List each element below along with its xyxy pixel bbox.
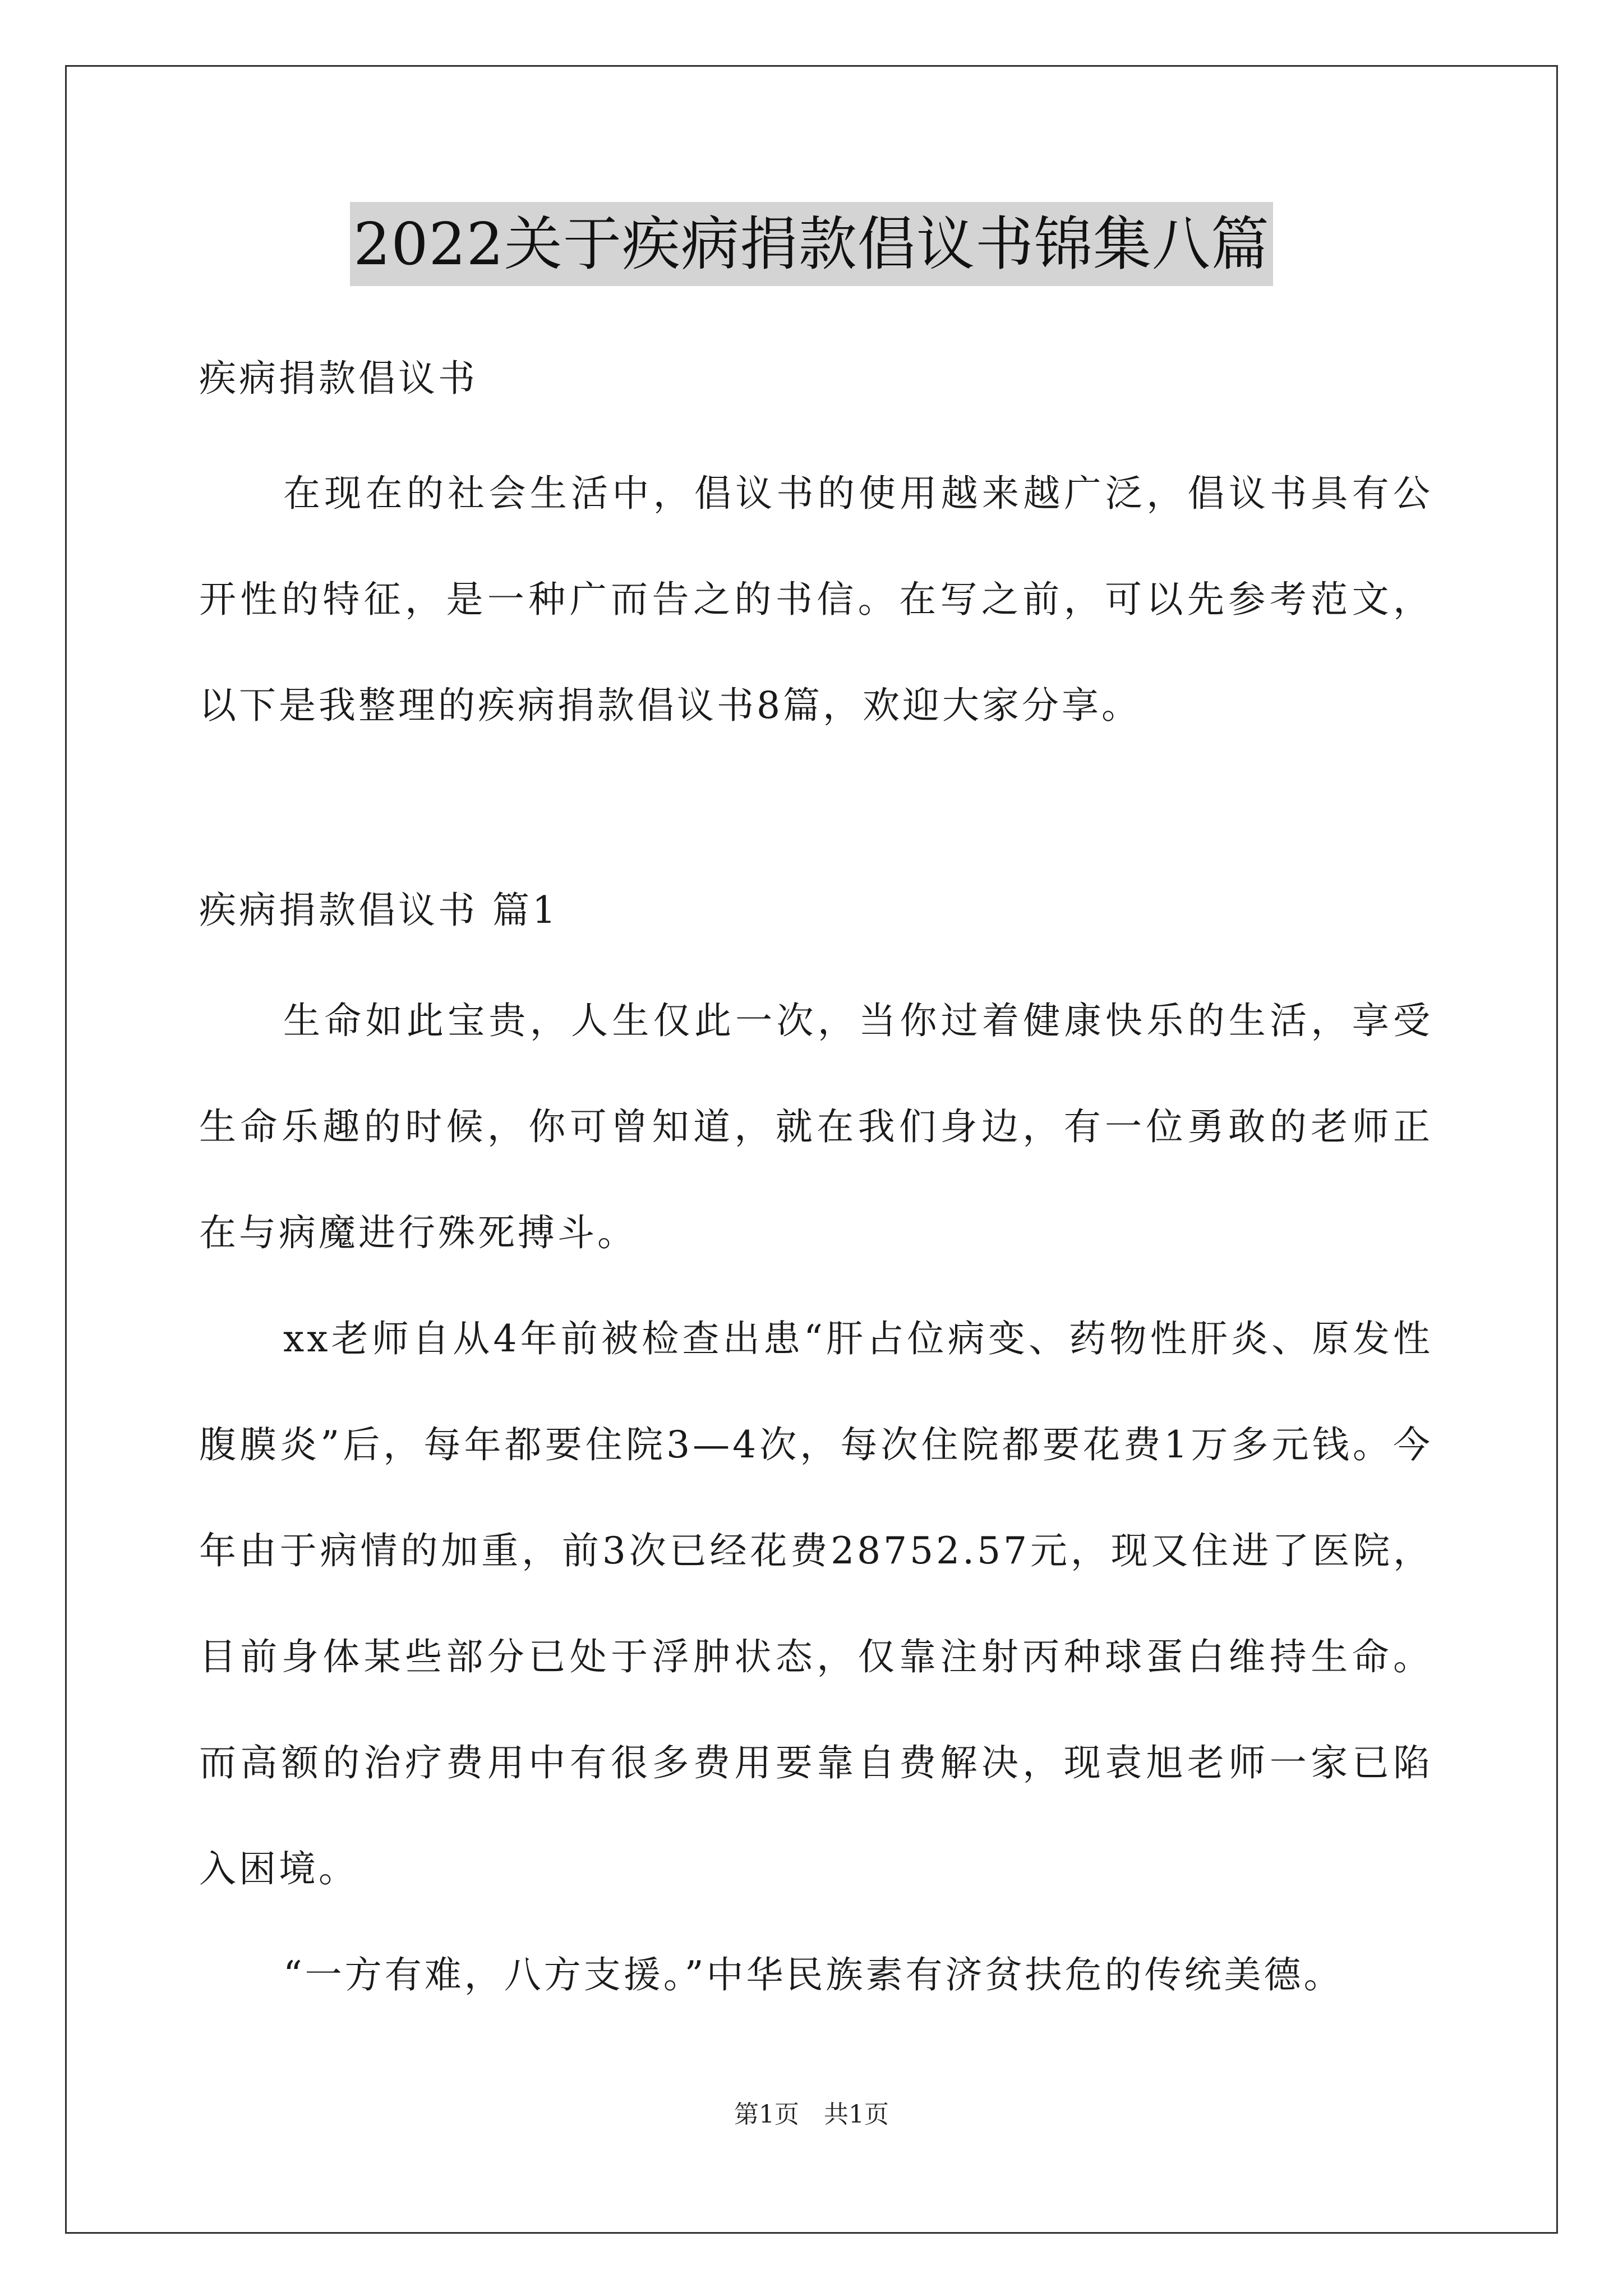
title-container: [0, 202, 1623, 286]
body-paragraph-2: xx老师自从4年前被检查出患“肝占位病变、药物性肝炎、原发性腹膜炎”后，每年都要住院3—4次，每次住院都要花费1万多元钱。今年由于病情的加重，前3次已经花费28752.57元，现又住进了医院，目前身体某些部分已处于浮肿状态，仅靠注射丙种球蛋白维持生命。而高额的治疗费用中有很多费用要靠自费解决，现袁旭老师一家已陷入困境。: [199, 1317, 1433, 1890]
intro-heading: 疾病捐款倡议书: [199, 357, 478, 400]
body-paragraph-1: 生命如此宝贵，人生仅此一次，当你过着健康快乐的生活，享受生命乐趣的时候，你可曾知道，就在我们身边，有一位勇敢的老师正在与病魔进行殊死搏斗。: [199, 999, 1433, 1254]
body-paragraph-3: “一方有难，八方支援。”中华民族素有济贫扶危的传统美德。: [283, 1953, 1344, 1996]
section-heading: 疾病捐款倡议书 篇1: [199, 889, 559, 932]
intro-paragraph: 在现在的社会生活中，倡议书的使用越来越广泛，倡议书具有公开性的特征，是一种广而告之的书信。在写之前，可以先参考范文，以下是我整理的疾病捐款倡议书8篇，欢迎大家分享。: [199, 472, 1433, 727]
page-footer: 第1页 共1页: [734, 2100, 889, 2129]
document-title: 2022关于疾病捐款倡议书锦集八篇: [350, 202, 1273, 286]
